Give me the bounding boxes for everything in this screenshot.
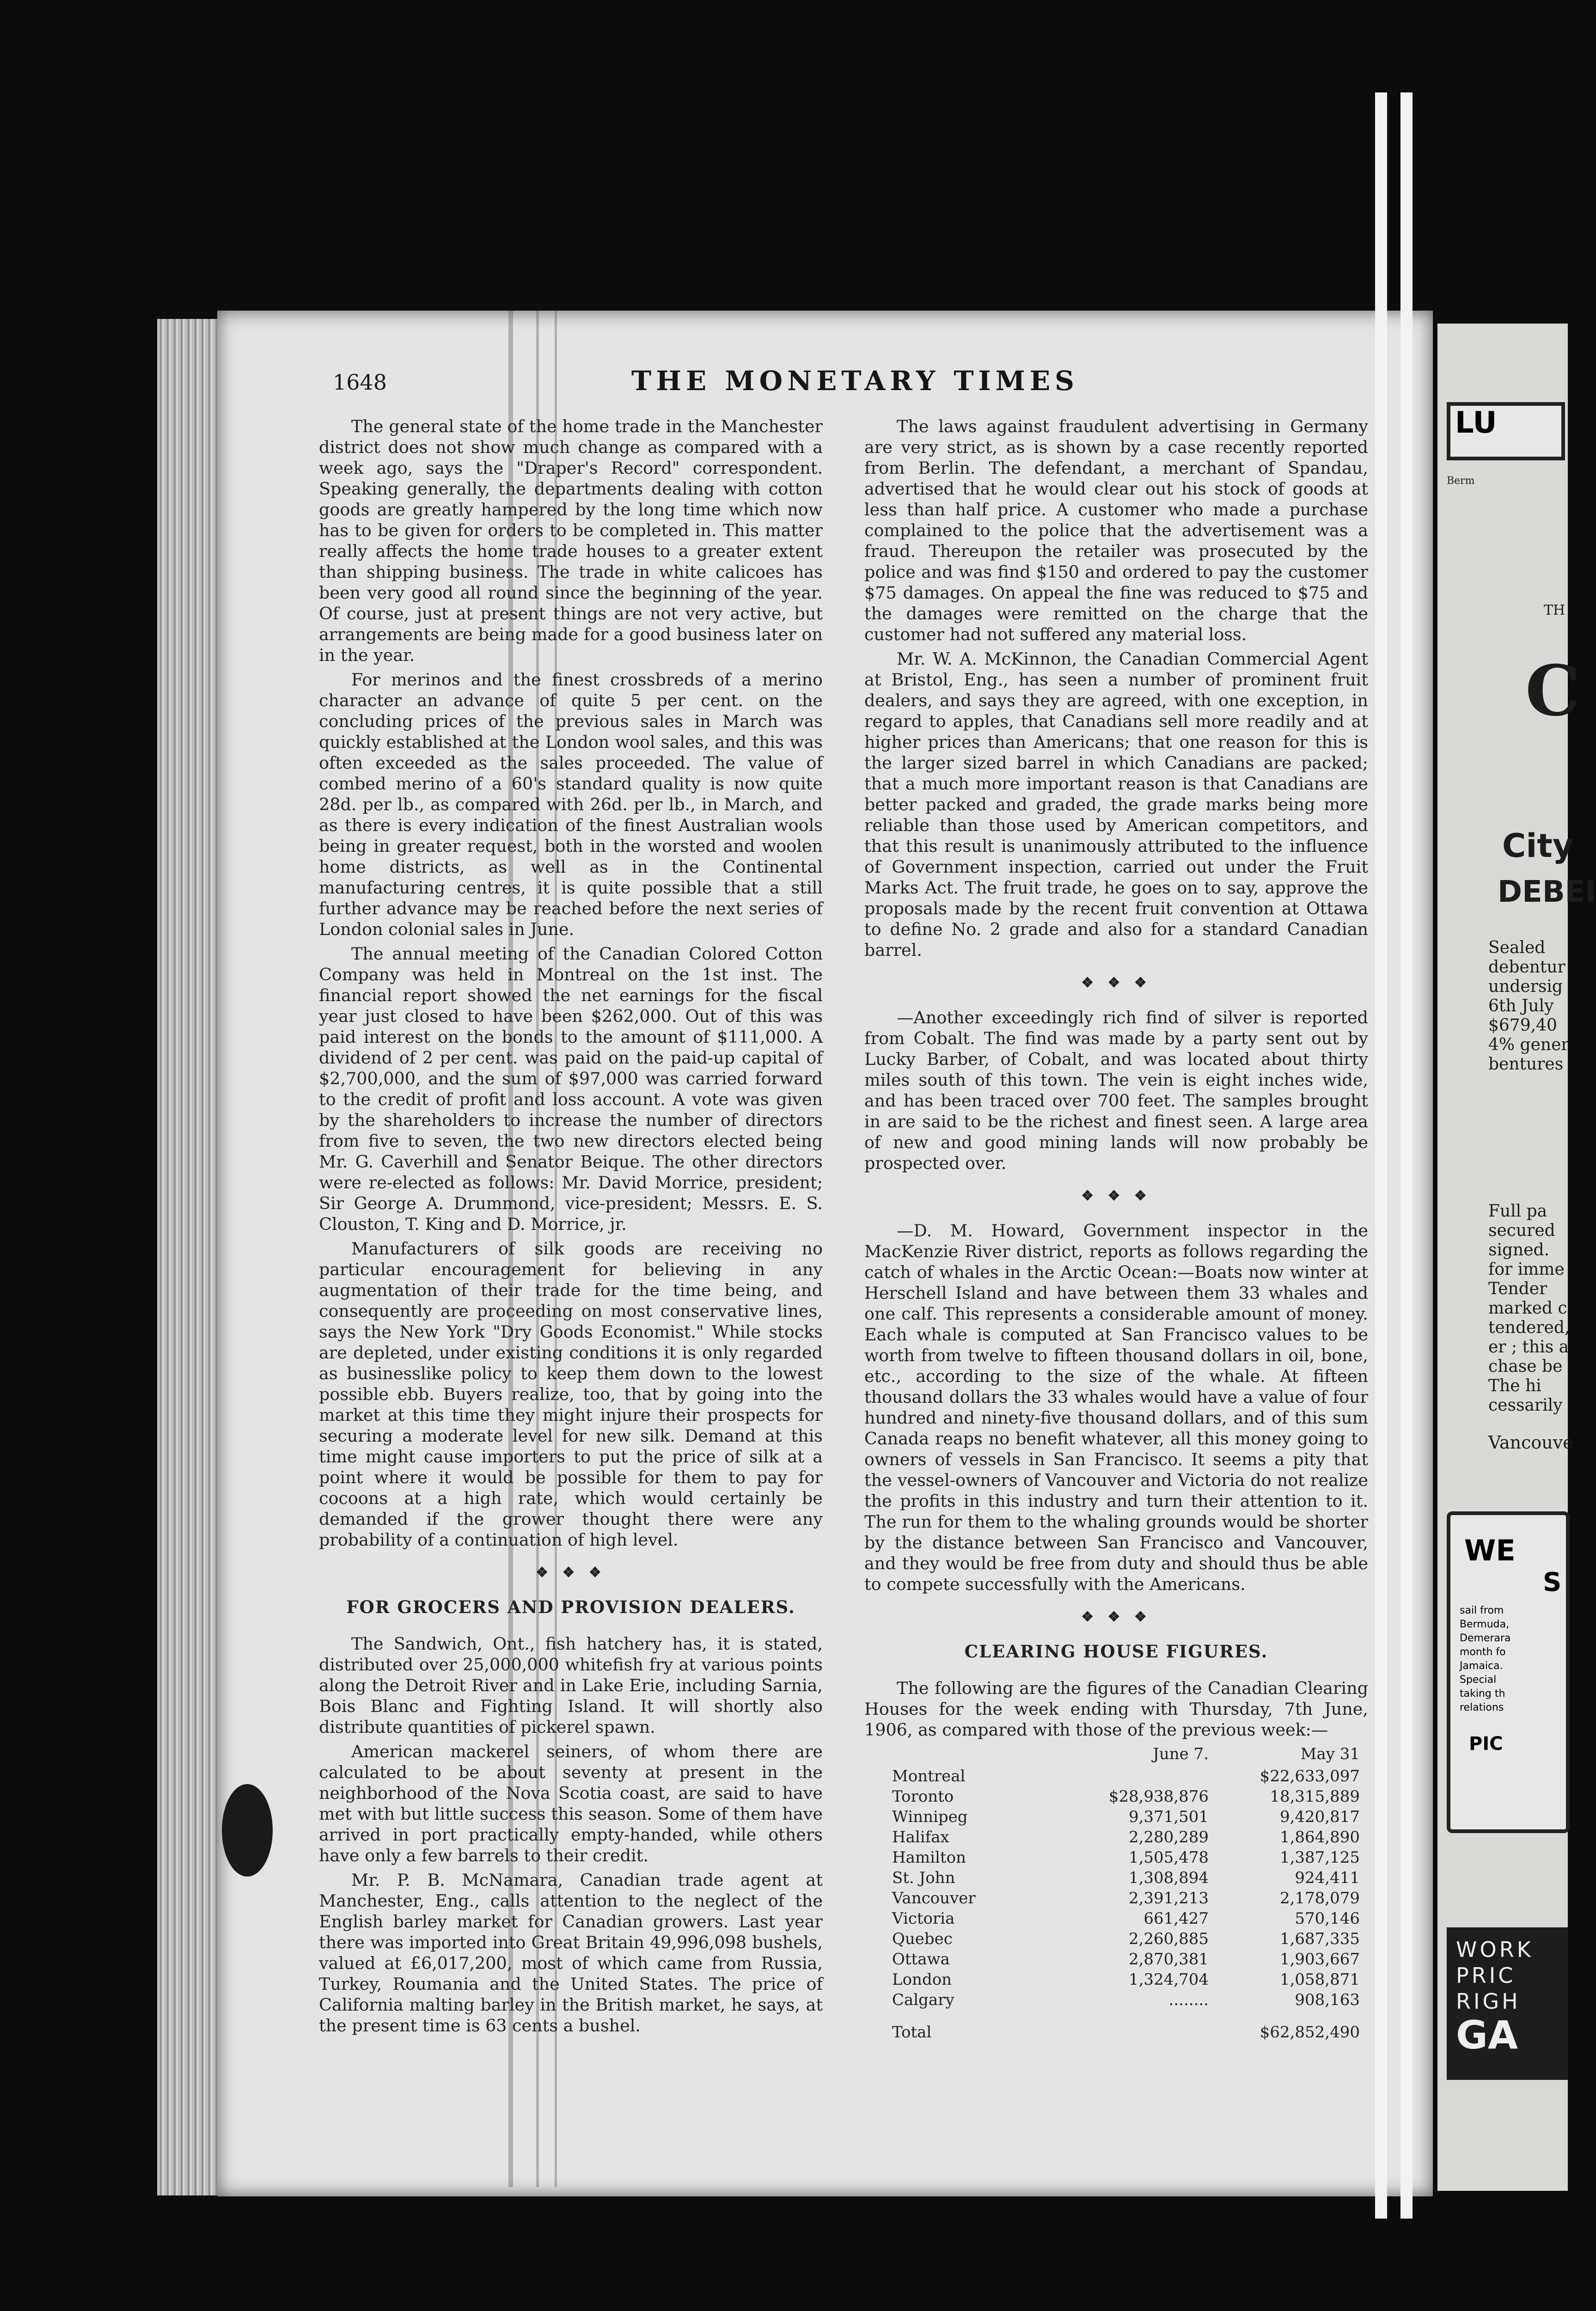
table-cell-city: St. John — [892, 1869, 955, 1887]
page-number: 1648 — [333, 370, 387, 395]
article-paragraph: For merinos and the finest crossbreds of a merino character an advance of quite 5 per cent. on the concluding prices of the previous sales in March was quickly established at the London wool sales, and this was often exceeded as the sales proceeded. The value of combed merino of a 60's standard quality is now quite 28d. per lb., as compared with 26d. per lb., in March, and as there is every indication of the finest Australian wools being in greater request, both in the worsted and woolen home districts, as well as in the Continental manufacturing centres, it is quite possible that a still further advance may be reached before the next series of London colonial sales in June. — [319, 670, 823, 939]
ad-small-text: Berm — [1447, 475, 1475, 487]
text-line: Sealed — [1488, 938, 1546, 957]
text-line: taking th — [1460, 1688, 1505, 1700]
right-column — [864, 416, 1368, 2042]
text-line: Demerara — [1460, 1632, 1511, 1644]
text-line: chase be — [1488, 1357, 1563, 1376]
text-line: 6th July — [1488, 997, 1554, 1015]
page-clip — [222, 1784, 273, 1877]
text-line: cessarily — [1488, 1396, 1563, 1415]
table-cell-may: 2,178,079 — [1279, 1889, 1360, 1907]
table-cell-june: 661,427 — [1143, 1909, 1209, 1928]
table-cell-city: Montreal — [892, 1767, 966, 1785]
table-row — [864, 1868, 1368, 1888]
table-cell-may: 1,903,667 — [1279, 1950, 1360, 1969]
table-cell-june: 2,260,885 — [1128, 1930, 1209, 1948]
notice-text-block — [1488, 1202, 1570, 1415]
table-cell-may: 908,163 — [1295, 1991, 1360, 2009]
ad-title: LU — [1455, 406, 1497, 440]
notice-heading-debentures: DEBEI — [1498, 875, 1596, 909]
text-line: $679,40 — [1488, 1016, 1557, 1035]
table-row — [864, 1908, 1368, 1929]
article-paragraph: The annual meeting of the Canadian Colored Cotton Company was held in Montreal on the 1st inst. The financial report showed the net earnings for the fiscal year just closed to have been $262,000. Out of this was paid interest on the bonds to the amount of $111,000. A dividend of 2 per cent. was paid on the paid-up capital of $2,700,000, and the sum of $97,000 was carried forward to the credit of profit and loss account. A vote was given by the shareholders to increase the number of directors from five to seven, the two new directors elected being Mr. G. Caverhill and Senator Beique. The other directors were re-elected as follows: Mr. David Morrice, president; Sir George A. Drummond, vice-president; Messrs. E. S. Clouston, T. King and D. Morrice, jr. — [319, 944, 823, 1234]
cobalt-paragraph: —Another exceedingly rich find of silver is reported from Cobalt. The find was made by a party sent out by Lucky Barber, of Cobalt, and was located about thirty miles south of this town. The vein is eight inches wide, and has been traced over 700 feet. The samples brought in are said to be the richest and finest seen. A large area of new and good mining lands will now probably be prospected over. — [864, 1008, 1368, 1173]
text-line: debentur — [1488, 958, 1565, 977]
table-cell-june: 2,391,213 — [1128, 1889, 1209, 1907]
dark-advertisement — [1447, 1927, 1568, 2080]
table-cell-june: 2,870,381 — [1128, 1950, 1209, 1969]
ad-big-text: GA — [1456, 2012, 1518, 2058]
table-cell-june: 9,371,501 — [1128, 1808, 1209, 1826]
text-line: secured — [1488, 1221, 1555, 1240]
steamship-advertisement — [1447, 1511, 1570, 1833]
table-row — [864, 1786, 1368, 1807]
table-total-cell: $62,852,490 — [1260, 2023, 1360, 2042]
table-cell-may: 570,146 — [1295, 1909, 1360, 1928]
text-line: 4% gener — [1488, 1035, 1569, 1054]
table-row — [864, 1847, 1368, 1868]
table-cell-june — [1066, 1766, 1217, 1786]
notice-place: Vancouve — [1488, 1432, 1573, 1453]
table-row — [864, 1949, 1368, 1969]
article-paragraph: The general state of the home trade in the Manchester district does not show much change as compared with a week ago, says the "Draper's Record" correspondent. Speaking generally, the departments dealing with cotton goods are greatly hampered by the long time which now has to be given for orders to be completed in. This matter really affects the home trade houses to a greater extent than shipping business. The trade in white calicoes has been very good all round since the beginning of the year. Of course, just at present things are not very active, but arrangements are being made for a good business later on in the year. — [319, 416, 823, 665]
table-row — [864, 1766, 1368, 1786]
table-cell-june: 2,280,289 — [1128, 1828, 1209, 1846]
clearing-house-table — [864, 1744, 1368, 2042]
table-cell-june: ........ — [1168, 1991, 1209, 2009]
clearing-heading: CLEARING HOUSE FIGURES. — [964, 1641, 1268, 1662]
article-paragraph: Manufacturers of silk goods are receiving no particular encouragement for believing in any augmentation of their trade for the time being, and consequently are proceeding on most conservative lines, says the New York "Dry Goods Economist." While stocks are depleted, under existing conditions it is only regarded as businesslike policy to keep them down to the lowest possible ebb. Buyers realize, too, that by going into the market at this time they might injure their prospects for securing a moderate level for new silk. Demand at this time might cause importers to put the price of silk at a point where it would be possible for them to pay for cocoons at a high rate, which would certainly be demanded if the grower thought there were any probability of a continuation of high level. — [319, 1239, 823, 1550]
article-paragraph: American mackerel seiners, of whom there are calculated to be about seventy at present in the neighborhood of the Nova Scotia coast, are said to have met with but little success this season. Some of them have arrived in port practically empty-handed, while others have only a few barrels to their credit. — [319, 1742, 823, 1865]
masthead: THE MONETARY TIMES — [631, 365, 1079, 397]
clearing-intro: The following are the figures of the Canadian Clearing Houses for the week ending with Thursday, 7th June, 1906, as compared with those of the previous week:— — [864, 1678, 1368, 1740]
ad-text: TH — [1544, 602, 1565, 618]
ad-subtitle: S — [1543, 1567, 1562, 1597]
table-cell-june: 1,324,704 — [1128, 1970, 1209, 1989]
text-line: The hi — [1488, 1376, 1541, 1395]
text-line: er ; this a — [1488, 1338, 1569, 1357]
text-line: tendered, — [1488, 1318, 1570, 1337]
table-cell-city: Halifax — [892, 1828, 949, 1846]
table-cell-may: 1,387,125 — [1279, 1848, 1360, 1867]
ad-body — [1450, 1597, 1566, 1715]
whaling-paragraph: —D. M. Howard, Government inspector in the MacKenzie River district, reports as follows regarding the catch of whales in the Arctic Ocean:—Boats now winter at Herschell Island and have between them 33 whales and one calf. This represents a considerable amount of money. Each whale is computed at San Francisco values to be worth from twelve to fifteen thousand dollars in oil, bone, etc., according to the size of the whale. At fifteen thousand dollars the 33 whales would have a value of four hundred and ninety-five thousand dollars, and of this sum Canada reaps no benefit whatever, all this money going to owners of vessels in San Francisco. It seems a pity that the vessel-owners of Vancouver and Victoria do not realize the profits in this industry and turn their attention to it. The run for them to the whaling grounds would be shorter by the distance between San Francisco and Vancouver, and they would be free from duty and should thus be able to compete successfully with the Americans. — [864, 1221, 1368, 1594]
ad-title: WE — [1464, 1534, 1516, 1567]
table-cell-may: 18,315,889 — [1270, 1787, 1360, 1806]
left-column — [319, 416, 823, 2040]
text-line: Full pa — [1488, 1202, 1547, 1221]
notice-heading-city: City — [1502, 827, 1574, 865]
article-paragraph: Mr. P. B. McNamara, Canadian trade agent at Manchester, Eng., calls attention to the neglect of the English barley market for Canadian growers. Last year there was imported into Great Britain 49,996,098 bushels, valued at £6,017,200, most of which came from Russia, Turkey, Roumania and the United States. The price of California malting barley in the British market, he says, at the present time is 63 cents a bushel. — [319, 1870, 823, 2036]
notice-text-block — [1488, 938, 1569, 1074]
text-line: marked c — [1488, 1299, 1567, 1318]
table-cell-may: $22,633,097 — [1260, 1767, 1360, 1785]
film-edge-strip — [1375, 92, 1387, 2219]
table-cell-city: London — [892, 1970, 952, 1989]
ad-body — [1447, 1927, 1568, 2014]
ad-script-letter: C — [1525, 650, 1581, 732]
book-page-edges — [157, 319, 220, 2195]
table-cell-city: Ottawa — [892, 1950, 950, 1969]
table-cell-june: 1,505,478 — [1128, 1848, 1209, 1867]
grocers-heading: FOR GROCERS AND PROVISION DEALERS. — [346, 1597, 795, 1617]
table-cell-june: $28,938,876 — [1108, 1787, 1209, 1806]
article-paragraph: Mr. W. A. McKinnon, the Canadian Commercial Agent at Bristol, Eng., has seen a number of prominent fruit dealers, and says they are agreed, with one exception, in regard to apples, that Canadians sell more readily and at higher prices than Americans; that one reason for this is the larger sized barrel in which Canadians are packed; that a much more important reason is that Canadians are better packed and graded, the grade marks being more reliable than those used by American competitors, and that this result is unanimously attributed to the influence of Government inspection, carried out under the Fruit Marks Act. The fruit trade, he goes on to say, approve the proposals made by the recent fruit convention at Ottawa to define No. 2 grade and also for a standard Canadian barrel. — [864, 649, 1368, 960]
table-cell-city: Winnipeg — [892, 1808, 968, 1826]
table-total-cell: Total — [892, 2023, 932, 2042]
text-line: relations — [1460, 1702, 1504, 1713]
article-paragraph: The laws against fraudulent advertising in Germany are very strict, as is shown by a case recently reported from Berlin. The defendant, a merchant of Spandau, advertised that he would clear out his stock of goods at less than half price. A customer who made a purchase complained to the police that the advertisement was a fraud. Thereupon the retailer was prosecuted by the police and was find $150 and ordered to pay the customer $75 damages. On appeal the fine was reduced to $75 and the damages were remitted on the charge that the customer had not suffered any material loss. — [864, 416, 1368, 644]
section-divider: ❖ ❖ ❖ — [1081, 1188, 1151, 1204]
table-cell-city: Hamilton — [892, 1848, 966, 1867]
table-cell-city: Victoria — [892, 1909, 955, 1928]
ad-footer: PIC — [1469, 1733, 1503, 1755]
text-line: WORK — [1456, 1937, 1534, 1962]
column-header-june: June 7. — [1153, 1745, 1209, 1763]
table-cell-may: 924,411 — [1295, 1869, 1360, 1887]
table-cell-june: 1,308,894 — [1128, 1869, 1209, 1887]
table-row — [864, 1990, 1368, 2010]
table-row — [864, 1827, 1368, 1847]
advertisement-box — [1447, 402, 1565, 460]
text-line: for imme — [1488, 1260, 1565, 1279]
text-line: PRIC — [1456, 1963, 1516, 1988]
table-cell-may: 9,420,817 — [1279, 1808, 1360, 1826]
text-line: month fo — [1460, 1646, 1506, 1658]
table-row — [864, 1969, 1368, 1990]
text-line: RIGH — [1456, 1989, 1521, 2014]
column-header-may: May 31 — [1300, 1745, 1360, 1763]
text-line: signed. — [1488, 1241, 1550, 1259]
film-edge-strip — [1400, 92, 1413, 2219]
text-line: undersig — [1488, 977, 1563, 996]
table-row — [864, 1888, 1368, 1908]
section-divider: ❖ ❖ ❖ — [1081, 1609, 1151, 1625]
table-cell-city: Toronto — [892, 1787, 954, 1806]
table-cell-may: 1,058,871 — [1279, 1970, 1360, 1989]
text-line: Bermuda, — [1460, 1619, 1510, 1630]
table-cell-may: 1,864,890 — [1279, 1828, 1360, 1846]
section-divider: ❖ ❖ ❖ — [1081, 975, 1151, 991]
text-line: bentures — [1488, 1055, 1564, 1074]
table-row — [864, 1807, 1368, 1827]
text-line: sail from — [1460, 1605, 1504, 1616]
text-line: Special — [1460, 1674, 1497, 1686]
text-line: Jamaica. — [1460, 1660, 1503, 1672]
section-divider: ❖ ❖ ❖ — [536, 1565, 606, 1581]
page-header — [333, 365, 1377, 407]
article-paragraph: The Sandwich, Ont., fish hatchery has, it is stated, distributed over 25,000,000 whitefish fry at various points along the Detroit River and in Lake Erie, including Sarnia, Bois Blanc and Fighting Island. It will shortly also distribute quantities of pickerel spawn. — [319, 1634, 823, 1737]
table-total-cell — [1066, 2010, 1217, 2042]
table-cell-city: Vancouver — [892, 1889, 976, 1907]
table-cell-city: Calgary — [892, 1991, 954, 2009]
text-line: Tender — [1488, 1279, 1547, 1298]
table-cell-city: Quebec — [892, 1930, 953, 1948]
table-row — [864, 1929, 1368, 1949]
table-cell-may: 1,687,335 — [1279, 1930, 1360, 1948]
table-total-row — [864, 2010, 1368, 2042]
